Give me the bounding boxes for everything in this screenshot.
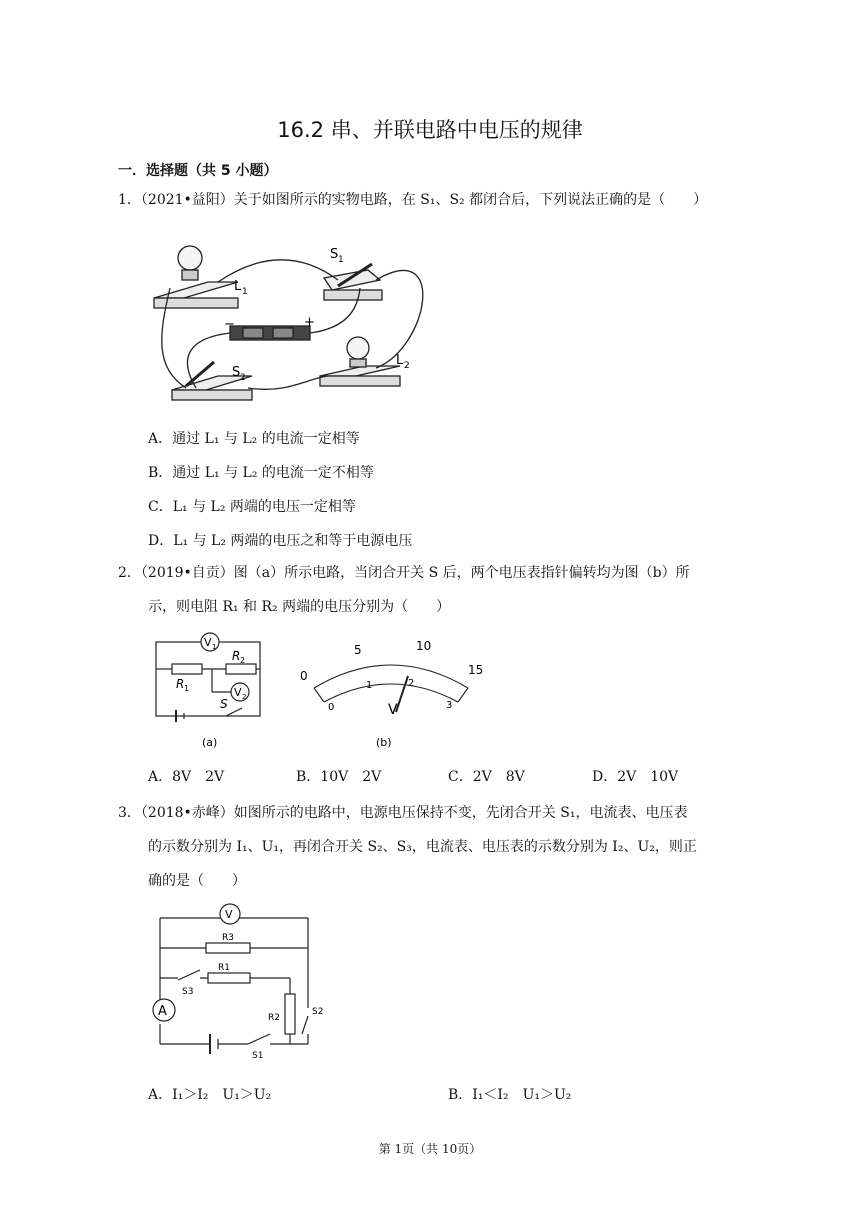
q1-label-s2-main: S [232,365,241,380]
question-3-line-1: 3．（2018•赤峰）如图所示的电路中，电源电压保持不变，先闭合开关 S₁，电流表、电压表 [118,805,688,821]
q3-ammeter-label: A [158,1004,167,1019]
question-3-line-2: 的示数分别为 I₁、U₁，再闭合开关 S₂、S₃，电流表、电压表的示数分别为 I₂、U₂，则正 [148,839,697,855]
q3-voltmeter-label: V [225,908,233,921]
q1-battery-minus: − [224,317,235,332]
q2-option-b[interactable]: B．10V 2V [296,769,382,785]
question-3-line-3: 确的是（ ） [148,873,246,889]
q1-label-l1-main: L [234,279,242,294]
q2-option-a[interactable]: A．8V 2V [148,769,225,785]
q2-option-c[interactable]: C．2V 8V [448,769,525,785]
q1-label-l1-sub: 1 [242,287,248,297]
q1-option-b[interactable]: B．通过 L₁ 与 L₂ 的电流一定不相等 [148,465,374,481]
q2a-r2-sub: 2 [240,656,246,665]
q2b-inner-tick: 0 [328,702,335,713]
q2b-unit-label: V [388,702,398,718]
q3-s2-label: S2 [312,1007,324,1017]
question-2-line-2: 示，则电阻 R₁ 和 R₂ 两端的电压分别为（ ） [148,599,451,615]
q2b-outer-tick: 5 [354,643,362,657]
question-1-text: 1．（2021•益阳）关于如图所示的实物电路，在 S₁、S₂ 都闭合后，下列说法正确的是（ ） [118,192,708,208]
q2a-r1-sub: 1 [184,684,190,693]
q2a-switch-label: S [220,697,228,711]
q2a-v2-sub: 2 [242,693,247,701]
q1-option-a[interactable]: A．通过 L₁ 与 L₂ 的电流一定相等 [148,431,360,447]
q1-label-l2-main: L [396,353,404,368]
q3-s1-label: S1 [252,1051,264,1061]
q1-label-s1-sub: 1 [338,255,344,265]
q2a-v1-sub: 1 [212,643,217,651]
q2-figure-a-circuit [148,630,268,752]
q2b-outer-tick: 10 [416,639,432,653]
q2-option-d[interactable]: D．2V 10V [592,769,679,785]
q2a-caption: (a) [202,736,218,749]
q1-option-d[interactable]: D．L₁ 与 L₂ 两端的电压之和等于电源电压 [148,533,413,549]
q2b-outer-tick: 15 [468,663,484,677]
q2b-inner-tick: 3 [446,700,453,711]
q2a-r1-main: R [176,677,185,691]
q3-s3-label: S3 [182,987,194,997]
question-2-line-1: 2．（2019•自贡）图（a）所示电路，当闭合开关 S 后，两个电压表指针偏转均为图（b）所 [118,565,690,581]
page-footer: 第 1页（共 10页） [378,1142,482,1156]
q2b-inner-tick: 1 [366,680,373,691]
q1-physical-circuit-figure [148,218,438,410]
q3-circuit-figure [148,902,338,1062]
q2a-v2-main: V [234,686,242,699]
q2b-outer-tick: 0 [300,669,308,683]
q1-option-c[interactable]: C．L₁ 与 L₂ 两端的电压一定相等 [148,499,356,515]
q1-label-s1-main: S [330,247,339,262]
q2a-v1-main: V [204,636,212,649]
q1-label-l2-sub: 2 [404,361,410,371]
q3-r2-label: R2 [268,1013,280,1023]
q1-label-s2-sub: 2 [240,373,246,383]
q1-battery-plus: + [304,315,315,330]
q3-r3-label: R3 [222,933,234,943]
q3-r1-label: R1 [218,963,230,973]
section-heading: 一．选择题（共 5 小题） [118,163,278,179]
q2b-caption: (b) [376,736,392,749]
page-title: 16.2 串、并联电路中电压的规律 [277,118,583,142]
q2b-inner-tick: 2 [408,678,415,689]
q2-figure-b-voltmeter-dial [296,630,486,752]
q3-option-a[interactable]: A．I₁＞I₂ U₁＞U₂ [148,1087,272,1103]
q3-option-b[interactable]: B．I₁＜I₂ U₁＞U₂ [448,1087,572,1103]
q2a-r2-main: R [232,649,241,663]
